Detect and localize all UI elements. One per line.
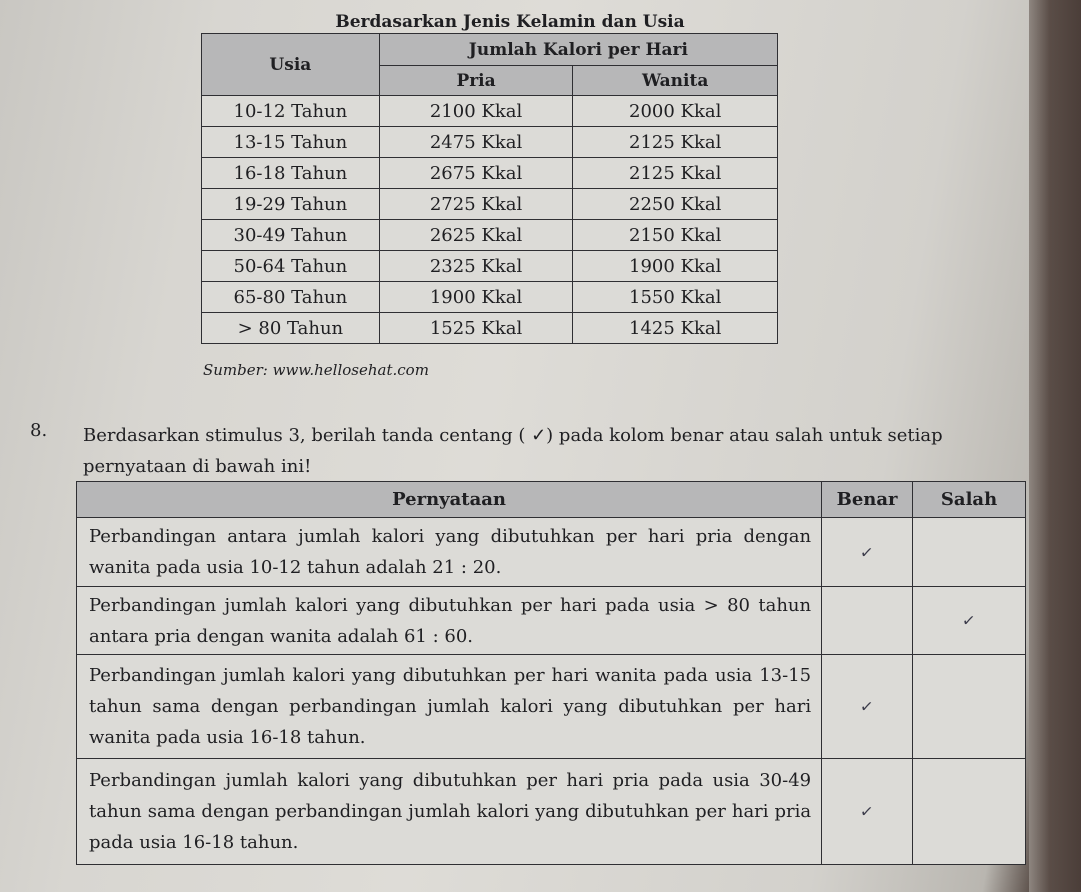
statement-table [76, 481, 1026, 865]
salah-cell[interactable] [913, 759, 1026, 865]
header-usia: Usia [202, 34, 380, 96]
cell-pria: 1900 Kkal [379, 282, 573, 313]
table-row [202, 127, 778, 158]
table-row [202, 220, 778, 251]
table-row [202, 251, 778, 282]
check-mark-icon: ✓ [961, 610, 977, 631]
cell-wanita: 2000 Kkal [573, 96, 778, 127]
check-mark-icon: ✓ [859, 541, 875, 563]
cell-usia: 16-18 Tahun [202, 158, 380, 189]
benar-cell[interactable] [822, 655, 913, 759]
question-text: Berdasarkan stimulus 3, berilah tanda centang ( ✓) pada kolom benar atau salah untuk setiap pernyataan di bawah ini! [83, 425, 943, 477]
cell-pria: 2675 Kkal [379, 158, 573, 189]
cell-usia: 50-64 Tahun [202, 251, 380, 282]
page-edge-shadow [1029, 0, 1081, 892]
table-row [202, 313, 778, 344]
cell-usia: 65-80 Tahun [202, 282, 380, 313]
cell-wanita: 2250 Kkal [573, 189, 778, 220]
source-caption: Sumber: www.hellosehat.com [203, 361, 429, 379]
statement-text: Perbandingan jumlah kalori yang dibutuhkan per hari pada usia > 80 tahun antara pria dengan wanita adalah 61 : 60. [77, 587, 822, 655]
cell-wanita: 2125 Kkal [573, 158, 778, 189]
cell-usia: 19-29 Tahun [202, 189, 380, 220]
header-benar: Benar [822, 482, 913, 518]
table-row [202, 282, 778, 313]
salah-cell[interactable] [913, 587, 1026, 655]
cell-wanita: 1900 Kkal [573, 251, 778, 282]
statement-text: Perbandingan jumlah kalori yang dibutuhkan per hari pria pada usia 30-49 tahun sama dengan perbandingan jumlah kalori yang dibutuhkan per hari pria pada usia 16-18 tahun. [77, 759, 822, 865]
header-pria: Pria [379, 66, 573, 96]
cell-pria: 2100 Kkal [379, 96, 573, 127]
statement-row [77, 759, 1026, 865]
statement-row [77, 587, 1026, 655]
question-number: 8. [30, 420, 48, 441]
cell-usia: 30-49 Tahun [202, 220, 380, 251]
stimulus-title: Berdasarkan Jenis Kelamin dan Usia [335, 12, 685, 32]
table-row [202, 189, 778, 220]
check-mark-icon: ✓ [859, 696, 875, 717]
cell-pria: 1525 Kkal [379, 313, 573, 344]
benar-cell[interactable] [822, 759, 913, 865]
statement-text: Perbandingan jumlah kalori yang dibutuhkan per hari wanita pada usia 13-15 tahun sama dengan perbandingan jumlah kalori yang dibutuhkan per hari wanita pada usia 16-18 tahun. [77, 655, 822, 759]
header-pernyataan: Pernyataan [77, 482, 822, 518]
check-mark-icon: ✓ [859, 801, 875, 822]
cell-wanita: 2150 Kkal [573, 220, 778, 251]
cell-wanita: 1425 Kkal [573, 313, 778, 344]
cell-pria: 2725 Kkal [379, 189, 573, 220]
cell-usia: 10-12 Tahun [202, 96, 380, 127]
header-wanita: Wanita [573, 66, 778, 96]
cell-pria: 2625 Kkal [379, 220, 573, 251]
header-salah: Salah [913, 482, 1026, 518]
header-jumlah-kalori: Jumlah Kalori per Hari [379, 34, 777, 66]
statement-row [77, 655, 1026, 759]
table-row [202, 96, 778, 127]
benar-cell[interactable] [822, 587, 913, 655]
salah-cell[interactable] [913, 655, 1026, 759]
cell-wanita: 2125 Kkal [573, 127, 778, 158]
cell-usia: > 80 Tahun [202, 313, 380, 344]
benar-cell[interactable] [822, 518, 913, 587]
cell-pria: 2475 Kkal [379, 127, 573, 158]
cell-wanita: 1550 Kkal [573, 282, 778, 313]
cell-pria: 2325 Kkal [379, 251, 573, 282]
salah-cell[interactable] [913, 518, 1026, 587]
statement-text: Perbandingan antara jumlah kalori yang dibutuhkan per hari pria dengan wanita pada usia 10-12 tahun adalah 21 : 20. [77, 518, 822, 587]
calorie-table [201, 33, 778, 344]
statement-row [77, 518, 1026, 587]
cell-usia: 13-15 Tahun [202, 127, 380, 158]
table-row [202, 158, 778, 189]
